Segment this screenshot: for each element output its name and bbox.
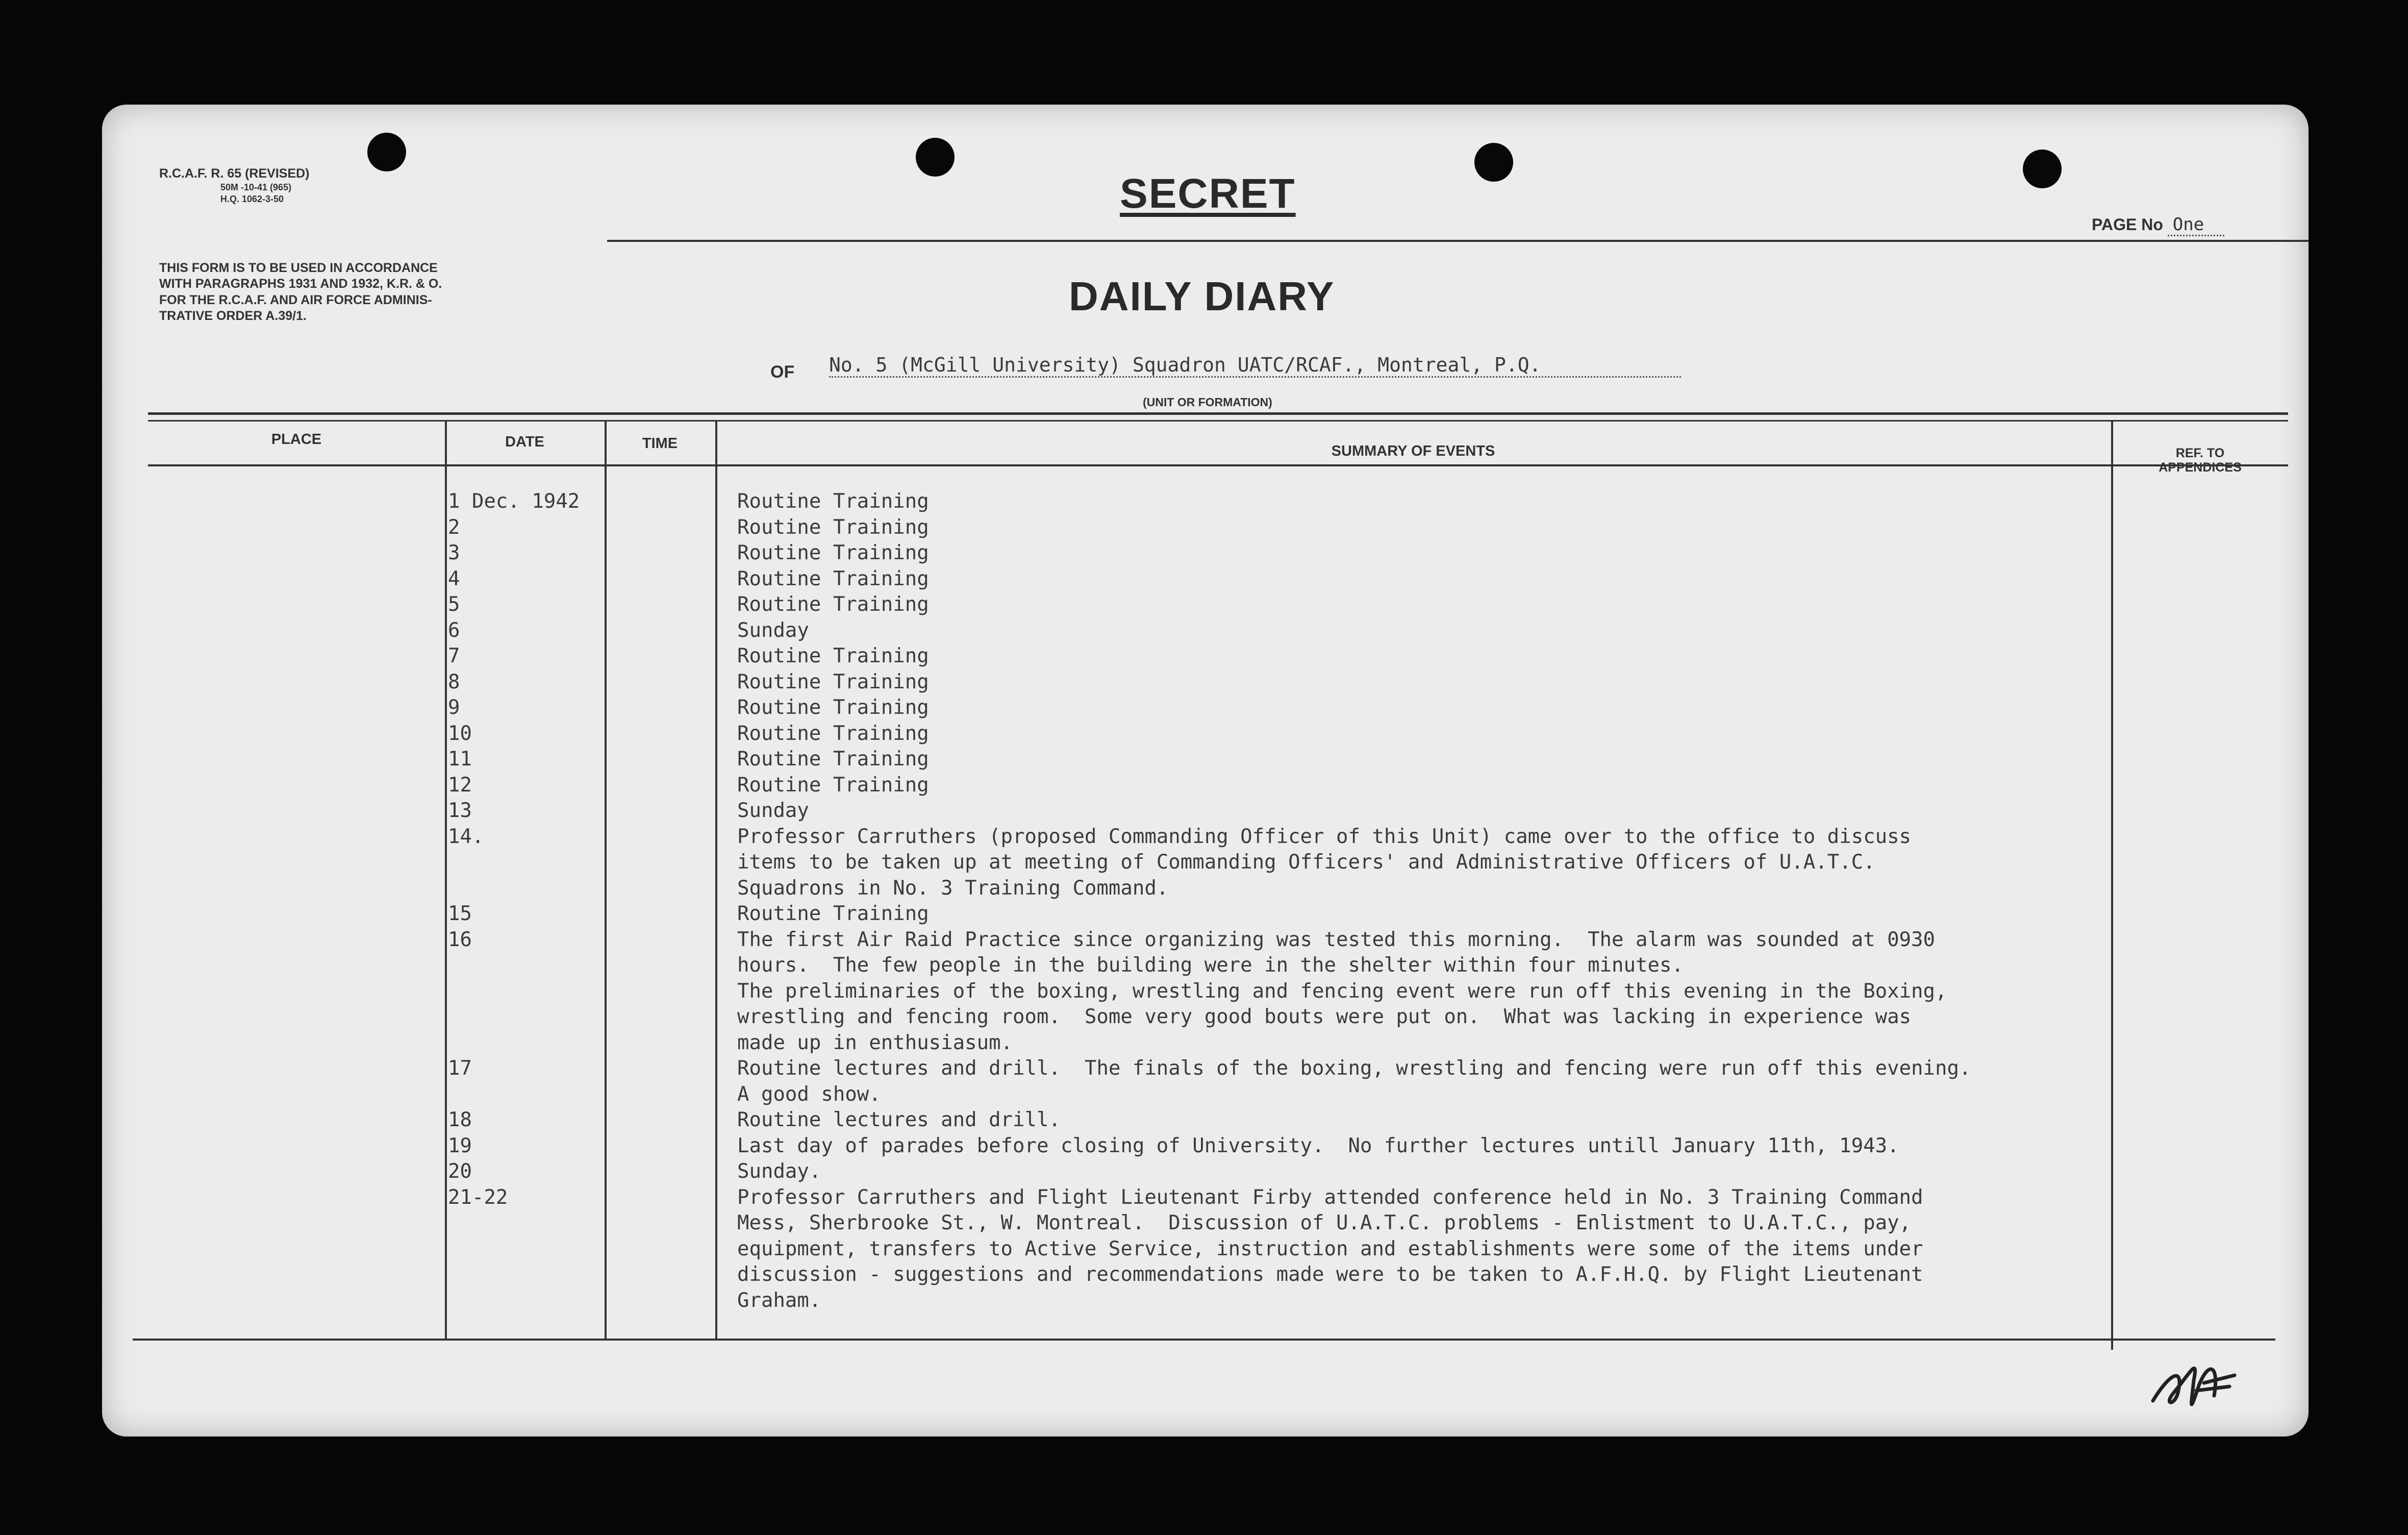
summary-line: items to be taken up at meeting of Commanding Officers' and Administrative Officers of U.A.T.C. [737, 851, 1875, 874]
date-entry: 17 [448, 1057, 472, 1080]
table-bottom-rule [133, 1339, 2275, 1341]
summary-line: The first Air Raid Practice since organizing was tested this morning. The alarm was sounded at 0930 [737, 928, 1935, 951]
column-header-ref [2112, 447, 2288, 475]
summary-line: hours. The few people in the building were in the shelter within four minutes. [737, 954, 1684, 977]
summary-line: Routine Training [737, 696, 929, 719]
summary-line: Routine Training [737, 748, 929, 771]
summary-line: Routine lectures and drill. The finals of the boxing, wrestling and fencing were run off this evening. [737, 1057, 1971, 1080]
date-entry: 6 [448, 618, 460, 642]
date-entry: 2 [448, 515, 460, 539]
summary-line: Routine Training [737, 670, 929, 694]
date-entry: 20 [448, 1160, 472, 1183]
punch-hole-3 [1474, 143, 1513, 182]
summary-line: Professor Carruthers and Flight Lieutenant Firby attended conference held in No. 3 Training Command [737, 1185, 1923, 1209]
date-entry: 4 [448, 567, 460, 590]
form-note-line: WITH PARAGRAPHS 1931 AND 1932, K.R. & O. [159, 277, 442, 291]
summary-line: Routine Training [737, 645, 929, 667]
date-entry: 13 [448, 799, 472, 822]
summary-line: Routine Training [737, 515, 929, 539]
summary-line: A good show. [737, 1082, 881, 1106]
date-entry: 11 [448, 748, 472, 771]
classification-heading: SECRET [1120, 170, 1296, 217]
table-top-rule [148, 412, 2288, 415]
summary-line: Routine lectures and drill. [737, 1108, 1061, 1131]
page-number [2092, 214, 2224, 235]
table-header-rule [148, 464, 2288, 466]
summary-line: Routine Training [737, 902, 929, 925]
summary-line: wrestling and fencing room. Some very good bouts were put on. What was lacking in experience was [737, 1005, 1912, 1028]
date-entry: 12 [448, 773, 472, 797]
punch-hole-1 [367, 133, 406, 171]
form-usage-note [159, 260, 557, 324]
date-entry: 15 [448, 902, 472, 925]
form-id-line: R.C.A.F. R. 65 (REVISED) [159, 166, 310, 181]
unit-label: OF [770, 362, 795, 382]
summary-line: Sunday [737, 618, 809, 642]
date-entry: 5 [448, 593, 460, 616]
form-note-line: TRATIVE ORDER A.39/1. [159, 308, 307, 323]
form-id-line: 50M -10-41 (965) [220, 182, 292, 193]
form-note-line: FOR THE R.C.A.F. AND AIR FORCE ADMINIS- [159, 292, 432, 307]
summary-line: made up in enthusiasum. [737, 1031, 1013, 1054]
date-entry: 16 [448, 928, 472, 951]
initials-signature [2143, 1345, 2245, 1424]
summary-line: Professor Carruthers (proposed Commanding Officer of this Unit) came over to the office to discuss [737, 825, 1912, 848]
summary-line: Routine Training [737, 722, 929, 745]
unit-caption: (UNIT OR FORMATION) [1143, 395, 1272, 409]
diary-sheet [102, 105, 2309, 1437]
date-entry: 7 [448, 645, 460, 667]
date-entry: 21-22 [448, 1185, 508, 1209]
signature-mark [2143, 1345, 2245, 1421]
form-identifier [159, 166, 310, 205]
page-number-label: PAGE No [2092, 215, 2163, 234]
summary-line: Routine Training [737, 541, 929, 564]
date-entry: 1 Dec. 1942 [448, 490, 580, 513]
summary-line: Routine Training [737, 567, 929, 590]
date-entry: 9 [448, 696, 460, 719]
column-header-place: PLACE [271, 431, 322, 448]
column-header-ref-line: REF. TO [2175, 446, 2225, 460]
column-divider-time [715, 421, 717, 1340]
date-entry: 14. [448, 825, 484, 848]
column-header-ref-line: APPENDICES [2159, 460, 2242, 475]
summary-line: equipment, transfers to Active Service, instruction and establishments were some of the items under [737, 1237, 1923, 1260]
column-divider-date [605, 421, 607, 1340]
form-note-line: THIS FORM IS TO BE USED IN ACCORDANCE [159, 261, 438, 275]
summary-line: Sunday. [737, 1160, 821, 1183]
form-id-line: H.Q. 1062-3-50 [220, 193, 284, 204]
punch-hole-4 [2023, 150, 2062, 188]
summary-line: Sunday [737, 799, 809, 822]
summary-line: Routine Training [737, 593, 929, 616]
page-number-value: One [2168, 214, 2224, 236]
date-entry: 18 [448, 1108, 472, 1131]
page-title: DAILY DIARY [1069, 274, 1335, 319]
summary-line: Graham. [737, 1289, 821, 1312]
column-header-date: DATE [505, 434, 544, 450]
summary-line: Squadrons in No. 3 Training Command. [737, 876, 1169, 900]
table-top-rule-2 [148, 420, 2288, 422]
date-entry: 10 [448, 722, 472, 745]
summary-line: Mess, Sherbrooke St., W. Montreal. Discussion of U.A.T.C. problems - Enlistment to U.A.T.C., pay, [737, 1211, 1912, 1234]
date-entry: 8 [448, 670, 460, 694]
summary-line: Last day of parades before closing of University. No further lectures untill January 11th, 1943. [737, 1134, 1899, 1157]
summary-line: discussion - suggestions and recommendations made were to be taken to A.F.H.Q. by Flight Lieutenant [737, 1263, 1923, 1286]
date-entry: 19 [448, 1134, 472, 1157]
summary-line: Routine Training [737, 490, 929, 513]
column-divider-summary [2111, 421, 2113, 1350]
column-divider-place [445, 421, 447, 1340]
column-header-time: TIME [642, 435, 678, 452]
punch-hole-2 [916, 138, 955, 177]
header-rule [607, 240, 2309, 242]
column-header-summary: SUMMARY OF EVENTS [1331, 443, 1495, 459]
summary-line: The preliminaries of the boxing, wrestling and fencing event were run off this evening in the Boxing, [737, 979, 1947, 1003]
date-entry: 3 [448, 541, 460, 564]
unit-name: No. 5 (McGill University) Squadron UATC/RCAF., Montreal, P.Q. [829, 354, 1681, 378]
summary-line: Routine Training [737, 773, 929, 797]
